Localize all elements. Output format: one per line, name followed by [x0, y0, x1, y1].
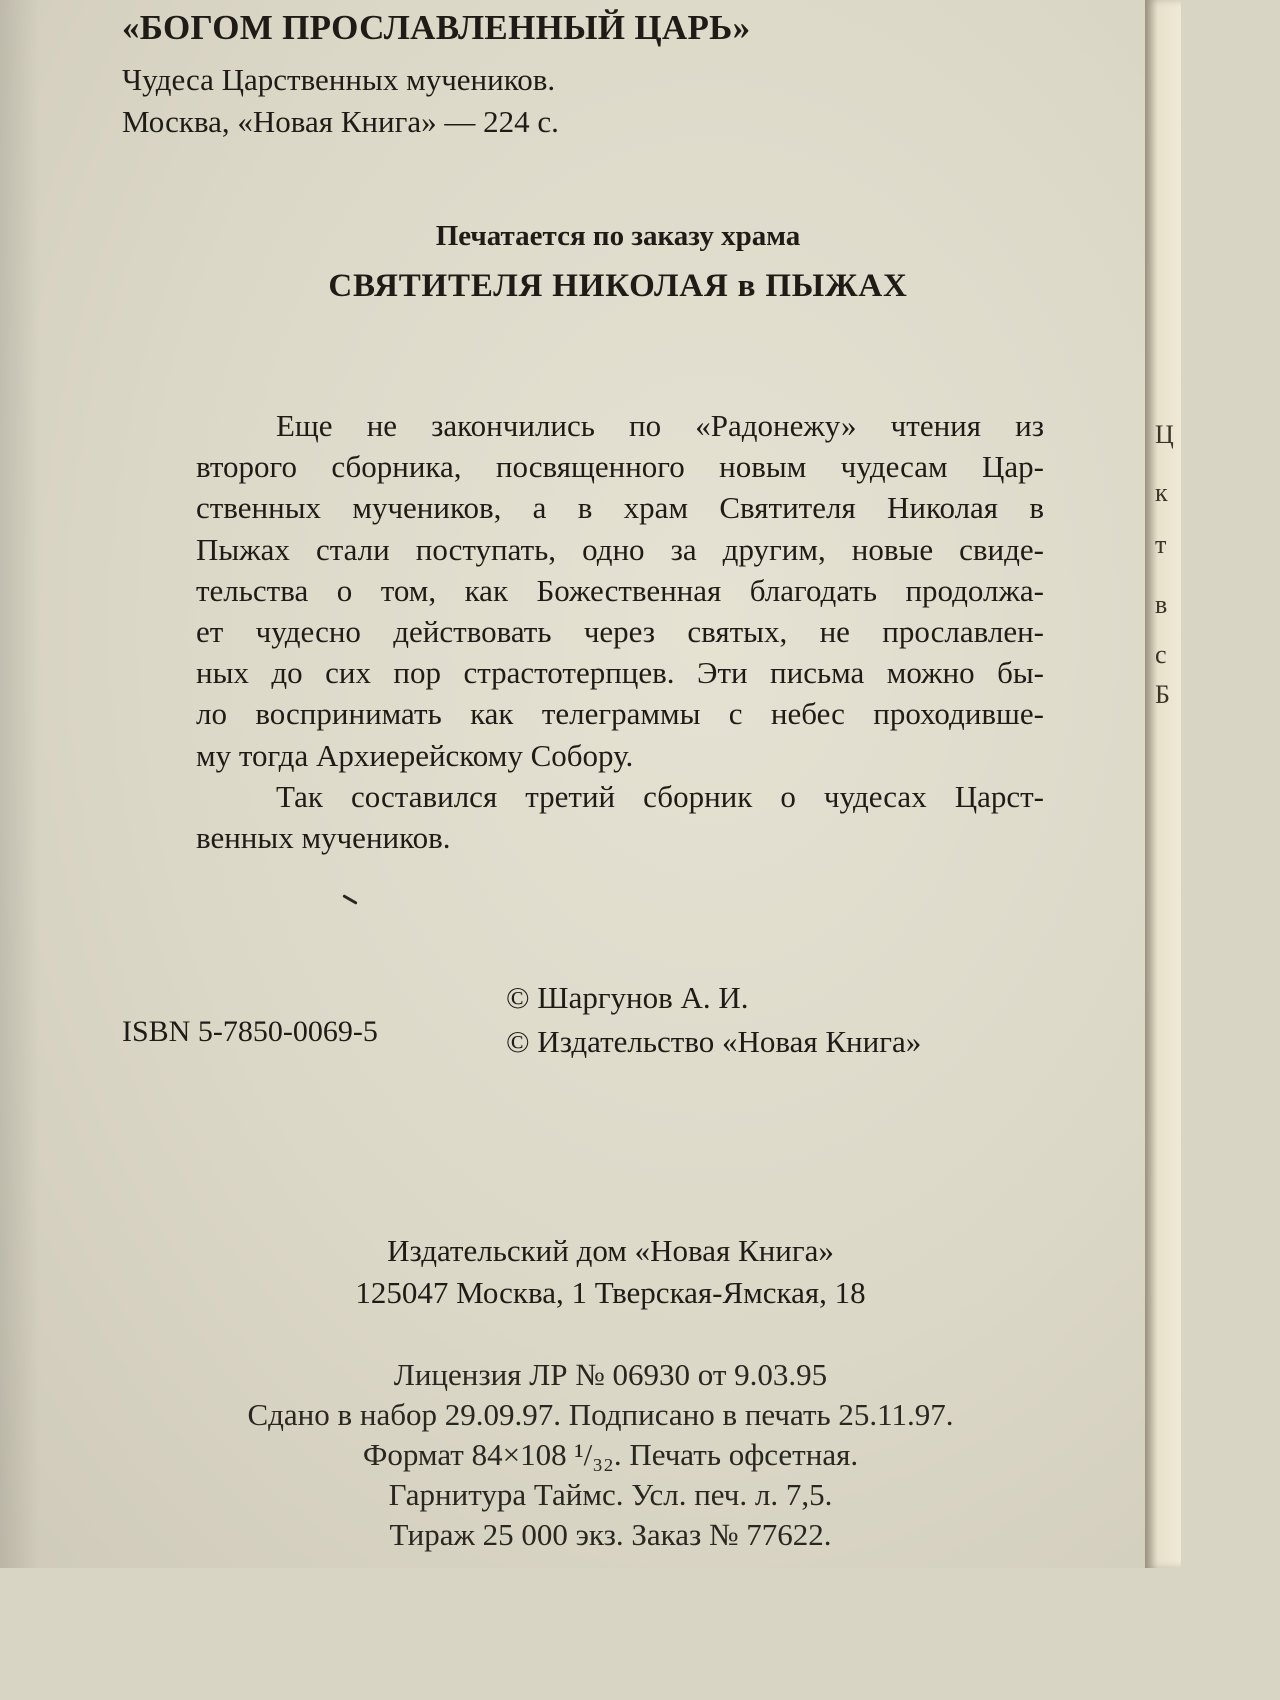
foreword-line: ственных мучеников, а в храм Святителя Николая в: [196, 490, 1044, 526]
publication-info: Москва, «Новая Книга» — 224 с.: [122, 104, 559, 139]
publisher-address: 125047 Москва, 1 Тверская-Ямская, 18: [355, 1275, 866, 1310]
foreword-line: ло воспринимать как телеграммы с небес проходивше-: [196, 696, 1044, 732]
order-note-line-1: Печатается по заказу храма: [435, 220, 801, 252]
order-note-line-2: СВЯТИТЕЛЯ НИКОЛАЯ в ПЫЖАХ: [328, 268, 908, 304]
foreword-text: [196, 405, 1044, 858]
copyright-publisher: © Издательство «Новая Книга»: [506, 1024, 922, 1059]
next-page-glyph: с: [1155, 640, 1167, 669]
next-page-glyph: Б: [1155, 680, 1170, 709]
foreword-line: му тогда Архиерейскому Собору.: [196, 737, 634, 773]
format-line: Формат 84×108 ¹/₃₂. Печать офсетная.: [362, 1437, 859, 1472]
print-run-line: Тираж 25 000 экз. Заказ № 77622.: [389, 1517, 832, 1552]
foreword-line: ных до сих пор страстотерпцев. Эти письма можно бы-: [196, 655, 1044, 691]
book-title: «БОГОМ ПРОСЛАВЛЕННЫЙ ЦАРЬ»: [122, 8, 751, 47]
publisher-name: Издательский дом «Новая Книга»: [387, 1233, 834, 1268]
print-speck: [342, 894, 357, 905]
book-subtitle: Чудеса Царственных мучеников.: [122, 62, 556, 97]
copyright-author: © Шаргунов А. И.: [506, 980, 749, 1015]
foreword-line: Пыжах стали поступать, одно за другим, новые свиде-: [196, 531, 1044, 567]
foreword-line: Еще не закончились по «Радонежу» чтения из: [276, 408, 1044, 443]
next-page-glyph: т: [1155, 530, 1167, 559]
next-page-edge: [1145, 0, 1181, 1568]
foreword-line: второго сборника, посвященного новым чудесам Цар-: [196, 449, 1044, 485]
foreword-line: ет чудесно действовать через святых, не прославлен-: [196, 613, 1044, 649]
foreword-line: венных мучеников.: [196, 819, 451, 855]
foreword-line: тельства о том, как Божественная благодать продолжа-: [196, 572, 1044, 608]
license-line: Лицензия ЛР № 06930 от 9.03.95: [393, 1357, 828, 1392]
print-dates-line: Сдано в набор 29.09.97. Подписано в печать 25.11.97.: [247, 1397, 954, 1432]
next-page-glyph: к: [1155, 478, 1168, 507]
typeface-line: Гарнитура Таймс. Усл. печ. л. 7,5.: [388, 1477, 833, 1512]
next-page-glyph: в: [1155, 590, 1168, 619]
isbn: ISBN 5-7850-0069-5: [122, 1015, 378, 1048]
next-page-glyph: Ц: [1155, 420, 1174, 449]
foreword-line: Так составился третий сборник о чудесах Царст-: [276, 778, 1044, 814]
